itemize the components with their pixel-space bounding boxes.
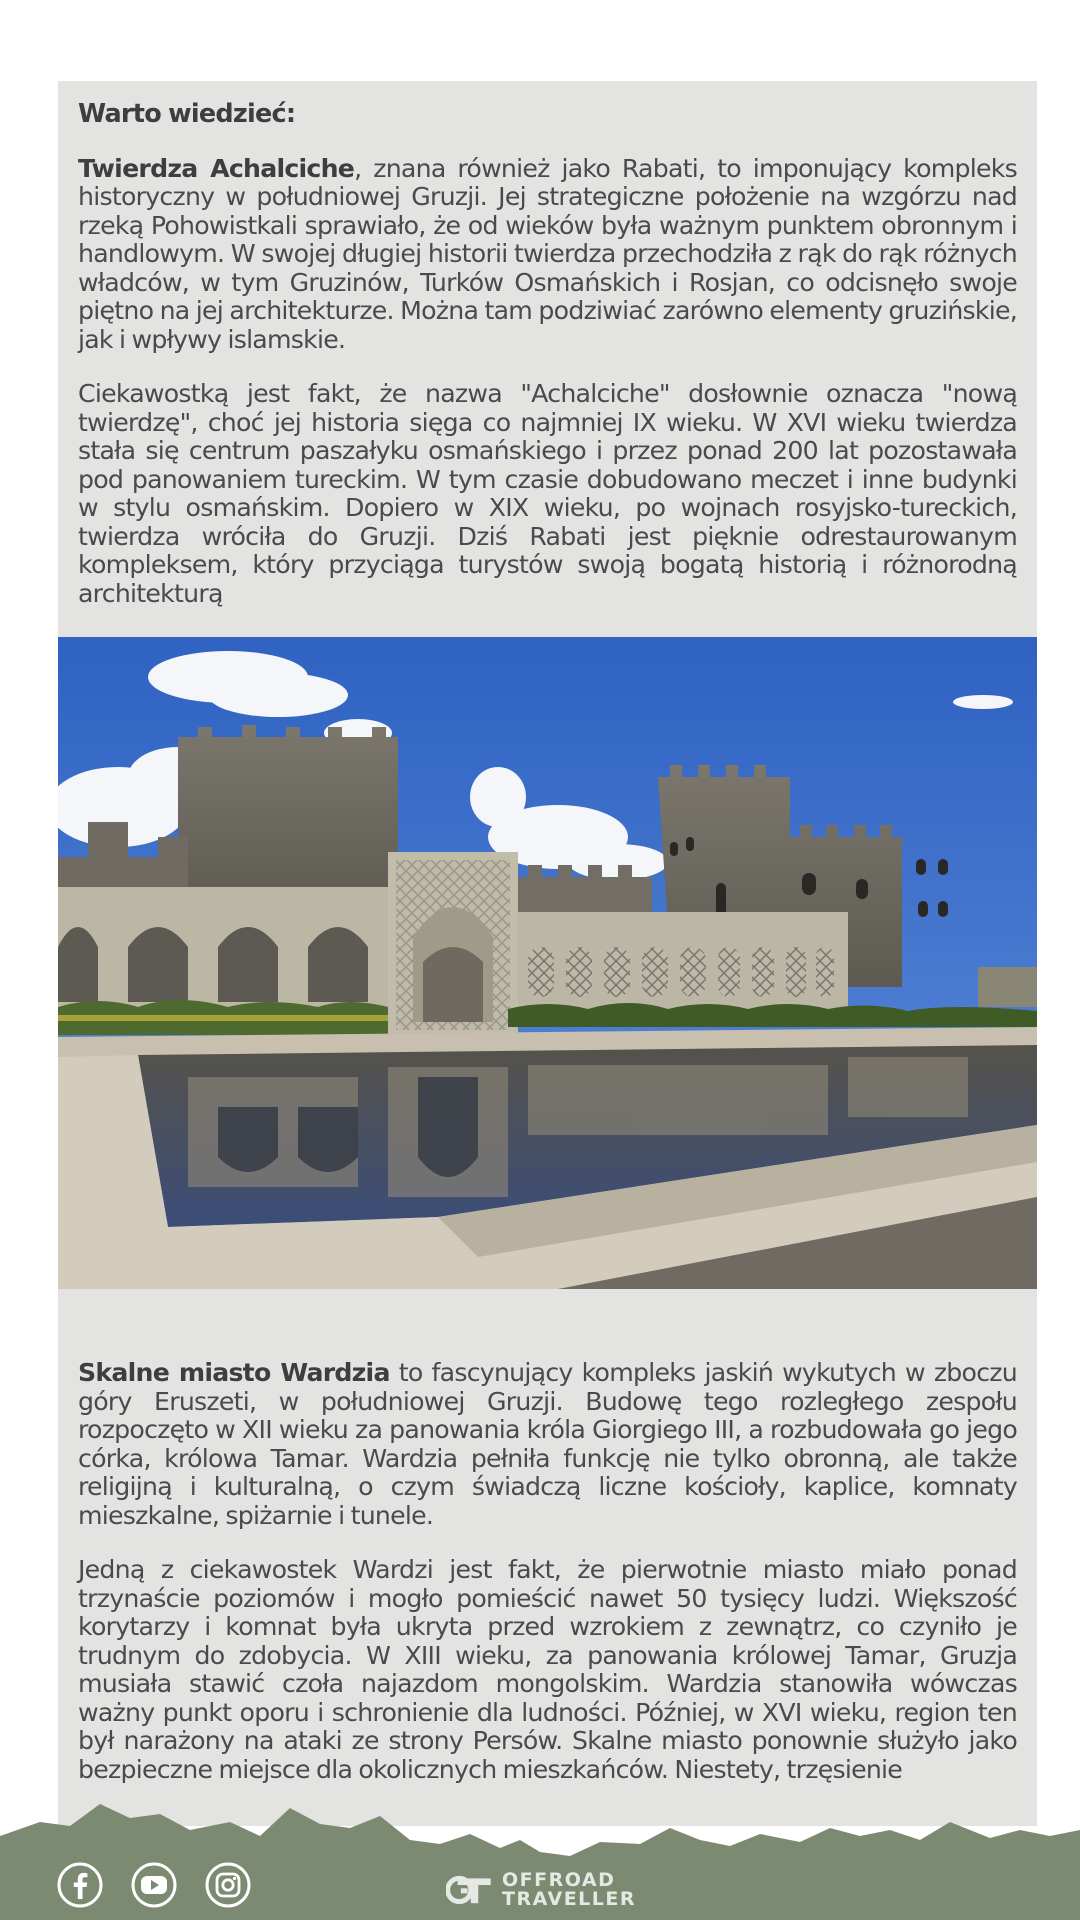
rabati-section xyxy=(78,100,1017,608)
wardzia-intro-paragraph xyxy=(78,1359,1017,1530)
logo-line-traveller: TRAVELLER xyxy=(501,1888,636,1910)
offroad-logo-mark-icon xyxy=(446,1872,494,1908)
rabati-intro-paragraph xyxy=(78,155,1017,355)
facebook-icon[interactable] xyxy=(57,1862,103,1908)
wardzia-name: Skalne miasto Wardzia xyxy=(78,1358,390,1387)
section-heading: Warto wiedzieć: xyxy=(78,99,296,129)
instagram-icon[interactable] xyxy=(205,1862,251,1908)
wardzia-intro-text: to fascynujący kompleks jaskiń wykutych w zboczu góry Eruszeti, w południowej Gruzji. Budowę tego rozległego zespołu rozpoczęto w XII wieku za panowania króla Giorgiego III, a rozbudowała go jego córka, królowa Tamar. Wardzia pełniła funkcję nie tylko obronną, ale także religijną i kulturalną, o czym świadczą liczne kościoły, kaplice, komnaty mieszkalne, spiżarnie i tunele. xyxy=(78,1358,1017,1530)
rabati-name: Twierdza Achalciche xyxy=(78,153,355,183)
rabati-fortress-photo xyxy=(58,637,1037,1289)
wardzia-section xyxy=(78,1359,1017,1784)
rabati-history-paragraph: Ciekawostką jest fakt, że nazwa "Achalciche" dosłownie oznacza "nową twierdzę", choć jej historia sięga co najmniej IX wieku. W XVI wieku twierdza stała się centrum paszałyku osmańskiego i przez ponad 200 lat pozostawała pod panowaniem tureckim. W tym czasie dobudowano meczet i inne budynki w stylu osmańskim. Dopiero w XIX wieku, po wojnach rosyjsko-tureckich, twierdza wróciła do Gruzji. Dziś Rabati jest pięknie odrestaurowanym kompleksem, który przyciąga turystów swoją bogatą historią i różnorodną architekturą xyxy=(78,379,1017,608)
article-card xyxy=(58,81,1037,1826)
offroad-traveller-logo xyxy=(446,1870,636,1910)
rabati-intro-text: , znana również jako Rabati, to imponujący kompleks historyczny w południowej Gruzji. Jej strategiczne położenie na wzgórzu nad rzeką Pohowistkali sprawiało, że od wieków była ważnym punktem obronnym i handlowym. W swojej długiej historii twierdza przechodziła z rąk do rąk różnych władców, w tym Gruzinów, Turków Osmańskich i Rosjan, co odcisnęło swoje piętno na jej architekturze. Można tam podziwiać zarówno elementy gruzińskie, jak i wpływy islamskie. xyxy=(78,153,1017,354)
wardzia-history-paragraph: Jedną z ciekawostek Wardzi jest fakt, że pierwotnie miasto miało ponad trzynaście poziomów i mogło pomieścić nawet 50 tysięcy ludzi. Większość korytarzy i komnat była ukryta przed wzrokiem z zewnątrz, co czyniło je trudnym do zdobycia. W XIII wieku, za panowania królowej Tamar, Gruzja musiała stawić czoła najazdom mongolskim. Wardzia stanowiła wówczas ważny punkt oporu i schronienie dla ludności. Później, w XVI wieku, region ten był narażony na ataki ze strony Persów. Skalne miasto ponownie służyło jako bezpieczne miejsce dla okolicznych mieszkańców. Niestety, trzęsienie xyxy=(78,1555,1017,1784)
logo-line-offroad: OFFROAD xyxy=(501,1869,616,1891)
youtube-icon[interactable] xyxy=(131,1862,177,1908)
